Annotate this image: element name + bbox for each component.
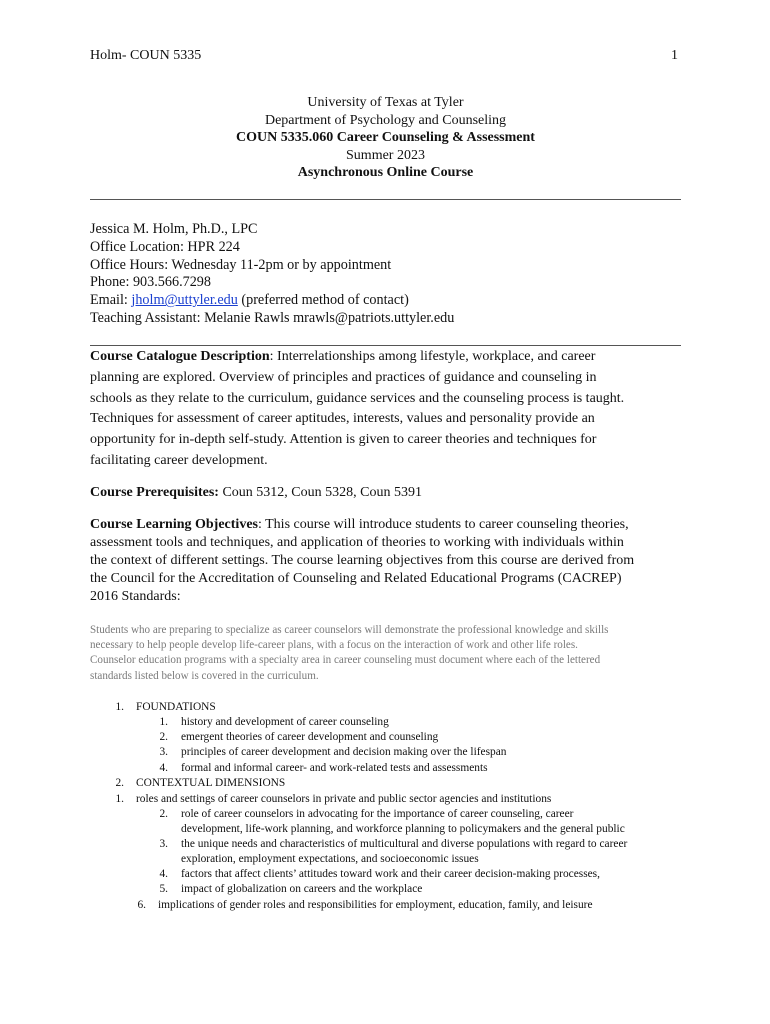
objectives-heading: Course Learning Objectives	[90, 517, 258, 532]
catalogue-heading: Course Catalogue Description	[90, 349, 270, 364]
divider-middle	[90, 345, 681, 346]
catalogue-line-3: schools as they relate to the curriculum, guidance services and the counseling process is taught.	[90, 390, 625, 406]
catalogue-line-6: facilitating career development.	[90, 452, 268, 468]
objectives-line-4: the Council for the Accreditation of Counseling and Related Educational Programs (CACREP)	[90, 571, 622, 586]
course-prerequisites	[90, 484, 681, 502]
cacrep-line-4: standards listed below is covered in the curriculum.	[90, 669, 319, 682]
course-learning-objectives	[90, 516, 681, 606]
email-line	[90, 292, 454, 310]
running-header-title: Holm- COUN 5335	[90, 48, 202, 63]
standards-list: 1. FOUNDATIONS 1. history and development of career counseling 2. emergent theories of career development and counseling 3. principles of career development and decision making over the lifespan 4. formal and informal career- and work-related tests and assessments 2. CONTEXTUAL DIMENSIONS 1. roles and settings of career counselors in private and public sector agencies and institutions 2. role of career counselors in advocating for the importance of career counseling, career development, life-work planning, and workforce planning to policymakers and the general public 3. the unique needs and characteristics of multicultural and diverse populations with regard to career exploration, employment expectations, and socioeconomic issues 4. factors that affect clients’ attitudes toward work and their career decision-making processes, 5. impact of globalization on careers and the workplace 6. implications of gender roles and responsibilities for employment, education, family, and leisure	[115, 701, 628, 911]
cacrep-line-2: necessary to help people develop life-career plans, with a focus on the interaction of work and other life roles.	[90, 639, 578, 652]
divider-top	[90, 199, 681, 200]
phone: Phone: 903.566.7298	[90, 274, 211, 291]
office-location: Office Location: HPR 224	[90, 238, 240, 255]
objectives-line-1: Course Learning Objectives: This course will introduce students to career counseling theories,	[90, 517, 629, 532]
email-note: (preferred method of contact)	[237, 292, 409, 309]
course-title: COUN 5335.060 Career Counseling & Assessment	[236, 130, 535, 145]
teaching-assistant: Teaching Assistant: Melanie Rawls mrawls@patriots.uttyler.edu	[90, 309, 455, 326]
department-name: Department of Psychology and Counseling	[264, 112, 507, 128]
instructor-name: Jessica M. Holm, Ph.D., LPC	[90, 221, 258, 237]
university-name: University of Texas at Tyler	[307, 95, 464, 110]
contact-info	[90, 221, 454, 328]
catalogue-line-2: planning are explored. Overview of principles and practices of guidance and counseling in	[90, 369, 597, 385]
cacrep-line-3: Counselor education programs with a specialty area in career counseling must document where each of the lettered	[90, 654, 601, 667]
cacrep-statement	[90, 623, 685, 684]
cacrep-line-1: Students who are preparing to specialize as career counselors will demonstrate the professional knowledge and skills	[90, 624, 609, 636]
email-label: Email:	[90, 292, 132, 309]
catalogue-line-4: Techniques for assessment of career aptitudes, interests, values and personality provide an	[90, 411, 595, 427]
objectives-line-2: assessment tools and techniques, and application of theories to working with individuals within	[90, 535, 624, 550]
office-hours: Office Hours: Wednesday 11-2pm or by appointment	[90, 256, 392, 273]
prerequisites-heading: Course Prerequisites:	[90, 485, 219, 500]
title-block	[90, 94, 681, 182]
objectives-line-3: the context of different settings. The course learning objectives from this course are derived from	[90, 553, 635, 568]
prerequisites-text: Coun 5312, Coun 5328, Coun 5391	[218, 485, 422, 500]
catalogue-line-1: Course Catalogue Description: Interrelationships among lifestyle, workplace, and career	[90, 349, 596, 364]
objectives-line-5: 2016 Standards:	[90, 589, 181, 604]
page-number: 1	[671, 48, 678, 63]
course-format: Asynchronous Online Course	[297, 165, 474, 180]
catalogue-description	[90, 347, 681, 472]
term: Summer 2023	[346, 147, 425, 163]
email-link[interactable]: jholm@uttyler.edu	[131, 292, 238, 309]
catalogue-line-5: opportunity for in-depth self-study. Attention is given to career theories and techniques for	[90, 432, 597, 448]
